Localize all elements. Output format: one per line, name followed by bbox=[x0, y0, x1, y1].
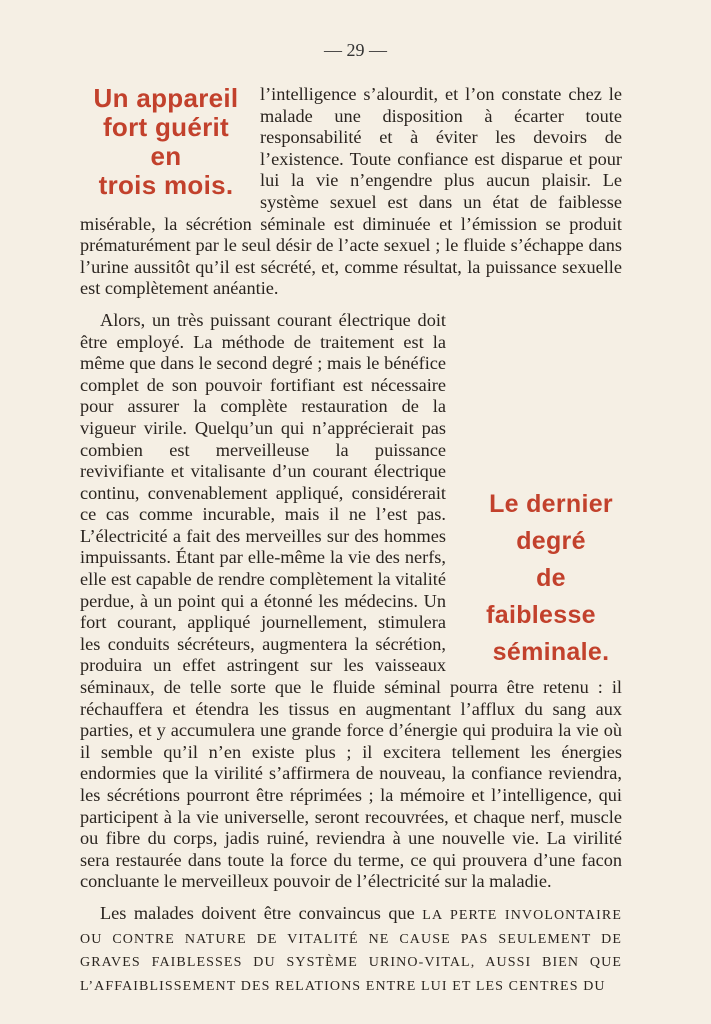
side-note-line: séminale. bbox=[492, 637, 610, 666]
side-note-cure bbox=[80, 84, 252, 200]
side-note-line: degré bbox=[516, 526, 586, 555]
side-note-line: en bbox=[150, 141, 182, 171]
paragraph-3-intro: Les malades doivent être convaincus que bbox=[100, 902, 415, 923]
paragraph-1-text: l’intelligence s’alourdit, et l’on constate chez le malade une disposition à écarter toute responsabilité et à éviter les devoirs de l’existence. Toute confiance est disparue et pour lui la vie n’engendre plus aucun plaisir. Le système sexuel est dans un état de faiblesse misérable, la sécrétion séminale est diminuée et l’émission se produit prématurément par le seul désir de l’acte sexuel ; le fluide s’échappe dans l’urine aussitôt qu’il est sécrété, et, comme résultat, la puissance sexuelle est complètement anéantie. bbox=[80, 84, 622, 299]
side-note-line: fort guérit bbox=[102, 112, 230, 142]
paragraph-3-smallcaps: LA PERTE INVOLONTAIRE OU CONTRE NATURE DE VITALITÉ NE CAUSE PAS SEULEMENT DE GRAVES FAIBLESSES DU SYSTÈME URINO-VITAL, AUSSI BIEN QUE L’AFFAIBLISSEMENT DES RELATIONS ENTRE LUI ET LES CENTRES DU bbox=[80, 907, 622, 994]
side-note-line: Le dernier bbox=[489, 489, 613, 518]
side-note-line: Un appareil bbox=[93, 83, 239, 113]
side-note-line: trois mois. bbox=[98, 170, 234, 200]
body-text bbox=[80, 84, 622, 997]
page-number: — 29 — bbox=[324, 40, 387, 60]
paragraph-1 bbox=[80, 84, 622, 300]
side-note-line: de faiblesse bbox=[486, 563, 596, 629]
paragraph-3 bbox=[80, 903, 622, 997]
paragraph-2 bbox=[80, 310, 622, 893]
side-note-last-degree bbox=[460, 486, 622, 671]
paragraph-2-text: Alors, un très puissant courant électrique doit être employé. La méthode de traitement est la même que dans le second degré ; mais le bénéfice complet de son pouvoir fortifiant est nécessaire pour assurer la complète restauration de la vigueur virile. Quelqu’un qui n’apprécierait pas combien est merveilleuse la puissance revivifiante et vitalisante d’un courant électrique continu, convenablement appliqué, considérerait ce cas comme incurable, mais il ne l’est pas. L’électricité a fait des merveilles sur des hommes impuissants. Étant par elle-même la vie des nerfs, elle est capable de rendre complètement la vitalité perdue, à un point qui a étonné les médecins. Un fort courant, appliqué journellement, stimulera les conduits sécréteurs, augmentera la sécrétion, produira un effet astringent sur les vaisseaux séminaux, de telle sorte que le fluide séminal pourra être retenu : il réchauffera et étendra les tissus en augmentant l’afflux du sang aux parties, et y accumulera une grande force d’énergie qui produira la vie où il semble qu’il n’en existe plus ; il excitera tellement les énergies endormies que la virilité s’affirmera de nouveau, la confiance reviendra, les sécrétions pourront être réprimées ; la mémoire et l’intelligence, qui participent à la vie universelle, seront recouvrées, et chaque nerf, muscle ou fibre du corps, jadis ruiné, reviendra à une nouvelle vie. La virilité sera restaurée dans toute la force du terme, ce qui prouvera d’une facon concluante le merveilleux pouvoir de l’électricité sur la maladie. bbox=[80, 309, 622, 892]
